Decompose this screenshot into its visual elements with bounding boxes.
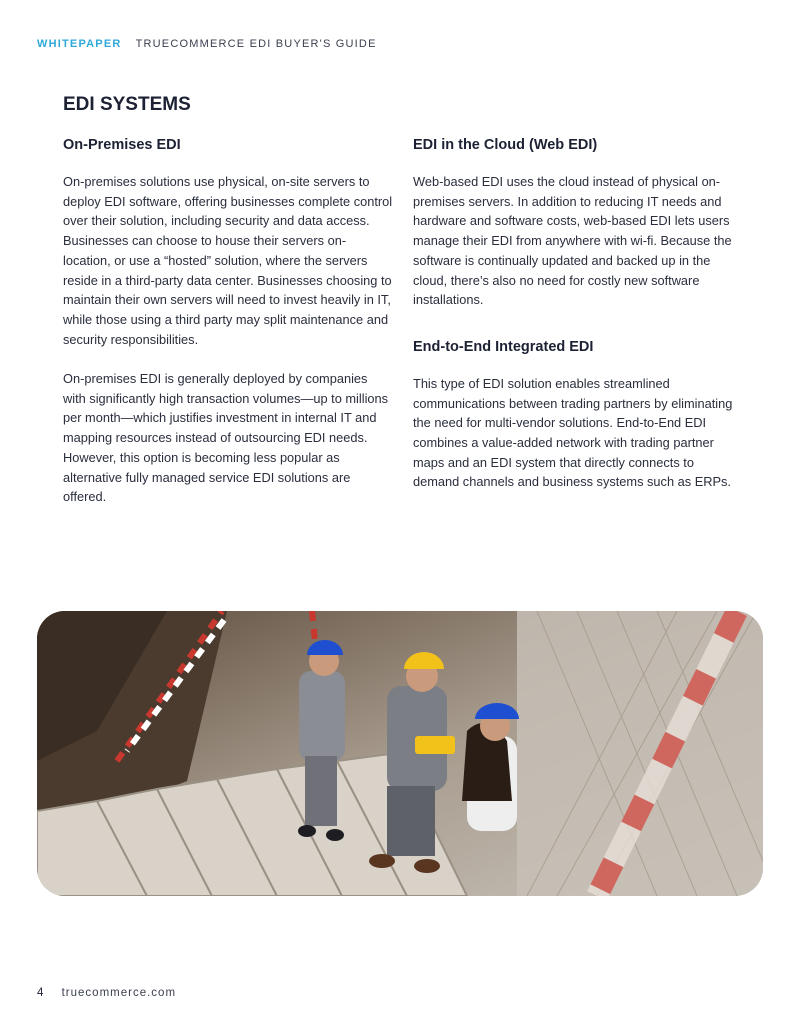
paragraph-end-to-end: This type of EDI solution enables streamlined communications between trading partners by eliminating the need for multi-vendor solutions. End-to-End EDI combines a value-added network with trading partner maps and an EDI system that directly connects to demand channels and business systems such as ERPs.	[413, 375, 733, 490]
page-footer	[37, 987, 176, 999]
construction-team-photo	[37, 611, 763, 896]
paragraph-on-premises-2: On-premises EDI is generally deployed by companies with significantly high transaction volumes—up to millions per month—which justifies investment in internal IT and mapping resources instead of outsourcing EDI needs. However, this option is becoming less popular as alternative fully managed service EDI solutions are offered.	[63, 371, 389, 505]
heading-on-premises: On-Premises EDI	[63, 137, 181, 153]
left-column	[63, 137, 393, 507]
photo-illustration	[37, 611, 763, 896]
section-title: EDI SYSTEMS	[63, 94, 191, 115]
page-number: 4	[37, 987, 44, 999]
running-header	[37, 38, 377, 50]
paragraph-on-premises-1: On-premises solutions use physical, on-site servers to deploy EDI software, offering businesses complete control over their solution, including security and data access. Businesses can choose to house their servers on-location, or use a “hosted” solution, where the servers reside in a third-party data center. Businesses choosing to maintain their own servers will need to invest heavily in IT, while those using a third party may split maintenance and security responsibilities.	[63, 174, 393, 347]
heading-cloud-edi: EDI in the Cloud (Web EDI)	[413, 137, 598, 153]
header-doc-title: TRUECOMMERCE EDI BUYER'S GUIDE	[135, 38, 377, 50]
header-tag: WHITEPAPER	[37, 38, 122, 50]
heading-end-to-end: End-to-End Integrated EDI	[413, 338, 594, 355]
right-column	[413, 137, 733, 492]
paragraph-cloud-edi: Web-based EDI uses the cloud instead of physical on-premises servers. In addition to reducing IT needs and hardware and software costs, web-based EDI lets users manage their EDI from anywhere with wi-fi. Because the software is continually updated and backed up in the cloud, there’s also no need for costly new software installations.	[413, 174, 732, 308]
footer-url: truecommerce.com	[61, 987, 177, 999]
